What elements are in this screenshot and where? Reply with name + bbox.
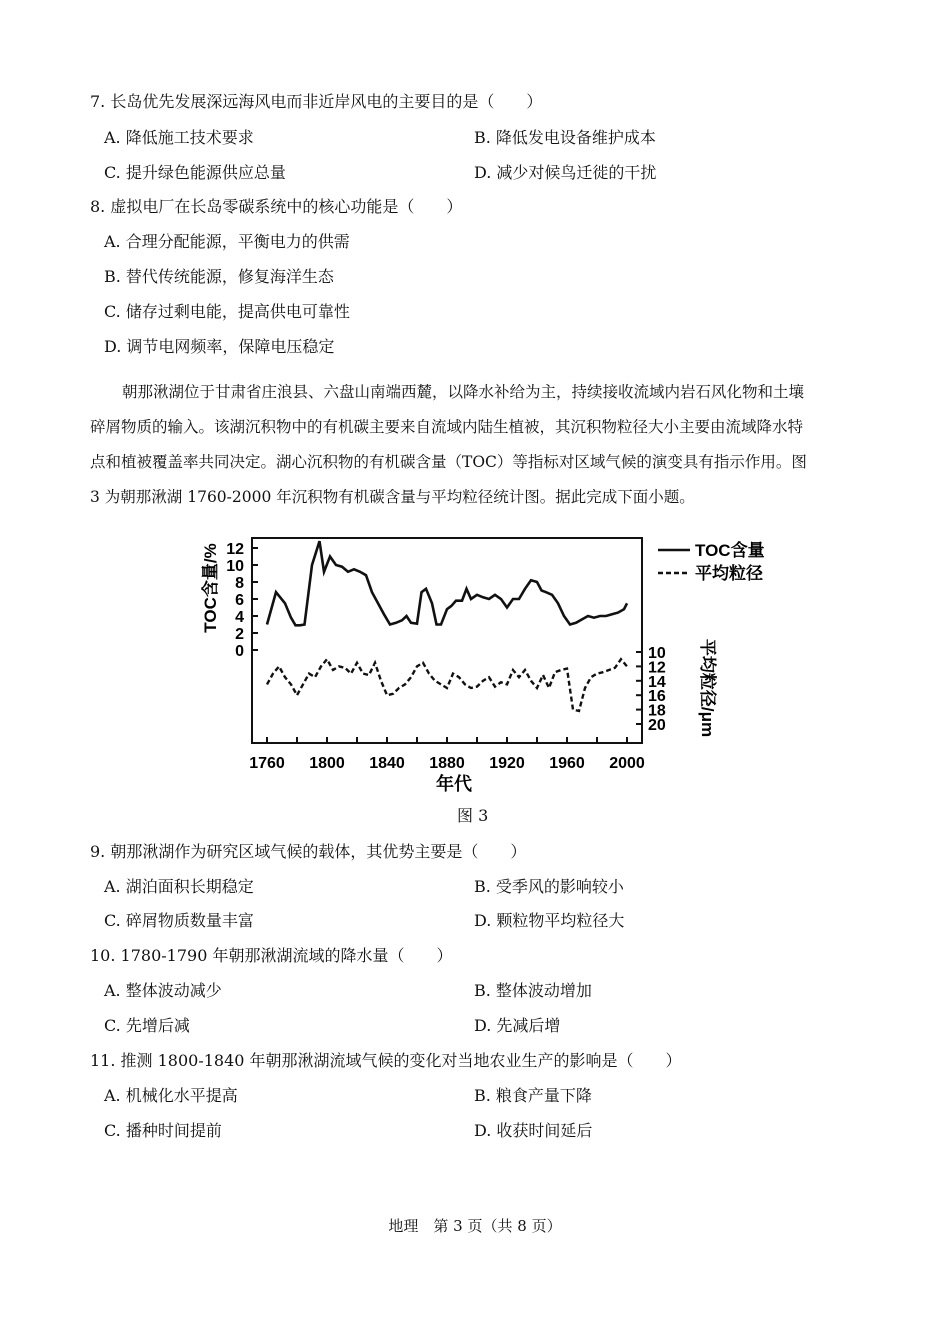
option-b: B. 降低发电设备维护成本 — [474, 128, 656, 147]
x-tick-label: 1760 — [249, 755, 285, 772]
question-stem: 9. 朝那湫湖作为研究区域气候的载体，其优势主要是（ ） — [90, 842, 527, 861]
option-a: A. 湖泊面积长期稳定 — [104, 877, 254, 896]
y-left-tick-label: 2 — [235, 626, 244, 643]
y-left-tick-label: 10 — [226, 558, 244, 575]
option-a: A. 降低施工技术要求 — [104, 128, 254, 147]
grain-size-series-line — [267, 659, 627, 711]
legend — [658, 540, 765, 583]
y-left-axis-label: TOC含量/% — [201, 543, 220, 633]
toc-grain-size-chart — [190, 528, 790, 803]
question-stem: 10. 1780-1790 年朝那湫湖流域的降水量（ ） — [90, 946, 453, 965]
option-a: A. 合理分配能源，平衡电力的供需 — [104, 232, 350, 251]
x-tick-label: 2000 — [609, 755, 645, 772]
option-c: C. 储存过剩电能，提高供电可靠性 — [104, 302, 350, 321]
option-c: C. 碎屑物质数量丰富 — [104, 911, 254, 930]
y-left-tick-label: 4 — [235, 609, 244, 626]
y-right-tick-label: 16 — [648, 688, 666, 706]
option-d: D. 调节电网频率，保障电压稳定 — [104, 337, 335, 356]
figure-caption: 图 3 — [457, 806, 489, 825]
option-d: D. 颗粒物平均粒径大 — [474, 911, 625, 930]
option-b: B. 替代传统能源，修复海洋生态 — [104, 267, 334, 286]
question-stem: 7. 长岛优先发展深远海风电而非近岸风电的主要目的是（ ） — [90, 92, 543, 111]
x-tick-label: 1800 — [309, 755, 345, 772]
x-axis-label: 年代 — [436, 774, 472, 794]
passage-line: 点和植被覆盖率共同决定。湖心沉积物的有机碳含量（TOC）等指标对区域气候的演变具有指示作用。图 — [90, 453, 807, 471]
option-c: C. 播种时间提前 — [104, 1121, 222, 1140]
y-right-tick-label: 10 — [648, 645, 666, 662]
passage-line: 3 为朝那湫湖 1760-2000 年沉积物有机碳含量与平均粒径统计图。据此完成下面小题。 — [90, 488, 695, 506]
option-a: A. 机械化水平提高 — [104, 1086, 238, 1105]
reading-passage — [90, 375, 862, 515]
y-left-tick-label: 6 — [235, 592, 244, 609]
toc-series-line — [267, 541, 627, 625]
option-b: B. 粮食产量下降 — [474, 1086, 592, 1105]
option-d: D. 收获时间延后 — [474, 1121, 593, 1140]
passage-line: 朝那湫湖位于甘肃省庄浪县、六盘山南端西麓，以降水补给为主，持续接收流域内岩石风化物和土壤 — [122, 383, 805, 401]
option-c: C. 提升绿色能源供应总量 — [104, 163, 286, 182]
y-left-tick-label: 8 — [235, 575, 244, 592]
option-b: B. 整体波动增加 — [474, 981, 592, 1000]
y-right-axis-label: 平均粒径/μm — [698, 638, 717, 738]
question-stem: 11. 推测 1800-1840 年朝那湫湖流域气候的变化对当地农业生产的影响是（ ） — [90, 1051, 682, 1070]
option-d: D. 先减后增 — [474, 1016, 561, 1035]
y-left-tick-label: 0 — [235, 643, 244, 660]
passage-line: 碎屑物质的输入。该湖沉积物中的有机碳主要来自流域内陆生植被，其沉积物粒径大小主要由流域降水特 — [90, 418, 804, 436]
y-left-tick-label: 12 — [226, 541, 244, 558]
question-stem: 8. 虚拟电厂在长岛零碳系统中的核心功能是（ ） — [90, 197, 463, 216]
option-a: A. 整体波动减少 — [104, 981, 222, 1000]
x-tick-label: 1960 — [549, 755, 585, 772]
legend-toc-label: TOC含量 — [695, 541, 765, 560]
y-right-tick-label: 18 — [648, 702, 666, 720]
option-b: B. 受季风的影响较小 — [474, 877, 624, 896]
y-right-tick-label: 20 — [648, 717, 666, 734]
x-tick-label: 1920 — [489, 755, 525, 772]
option-d: D. 减少对候鸟迁徙的干扰 — [474, 163, 657, 182]
page-footer: 地理 第 3 页（共 8 页） — [388, 1217, 562, 1235]
y-right-tick-label: 12 — [648, 659, 666, 677]
x-tick-label: 1840 — [369, 755, 405, 772]
legend-grain-label: 平均粒径 — [695, 564, 763, 583]
option-c: C. 先增后减 — [104, 1016, 190, 1035]
x-tick-label: 1880 — [429, 755, 465, 772]
y-right-tick-label: 14 — [648, 673, 666, 691]
